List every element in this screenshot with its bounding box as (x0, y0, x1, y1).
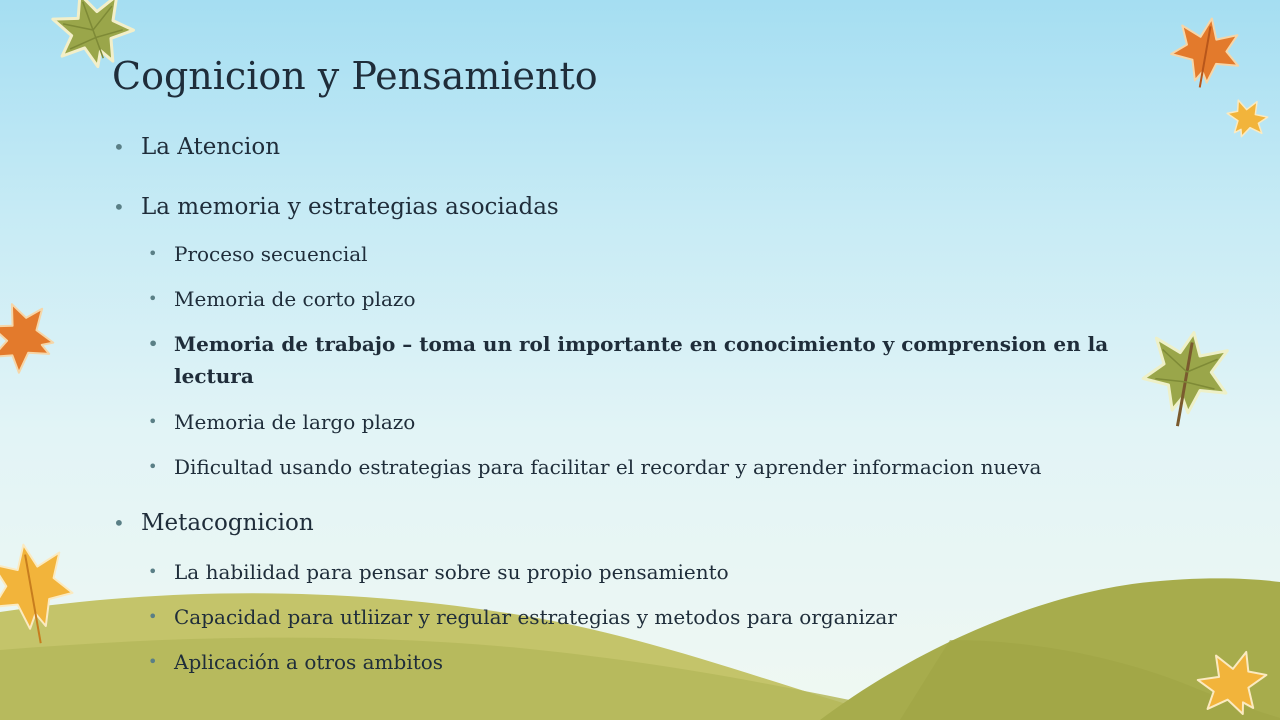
sub-bullet-item (148, 451, 1164, 483)
bullet-icon: • (148, 607, 158, 626)
sub-bullet-item (148, 406, 1164, 438)
bullet-icon: • (113, 511, 125, 535)
sub-bullet-item (148, 283, 1164, 315)
bullet-text: Proceso secuencial (174, 242, 368, 266)
bullet-icon: • (148, 412, 158, 431)
bullet-text: Capacidad para utliizar y regular estrategias y metodos para organizar (174, 605, 897, 629)
bullet-item (113, 134, 281, 160)
bullet-text: Dificultad usando estrategias para facilitar el recordar y aprender informacion nueva (174, 455, 1042, 479)
bullet-text: Memoria de largo plazo (174, 410, 416, 434)
slide-title: Cognicion y Pensamiento (112, 54, 598, 98)
bullet-text: Memoria de trabajo – toma un rol importante en conocimiento y comprension en la lectura (174, 332, 1109, 388)
sub-bullet-item (148, 556, 1164, 588)
bullet-item (113, 510, 314, 536)
sub-bullet-item (148, 601, 1164, 633)
bullet-icon: • (148, 334, 159, 353)
bullet-icon: • (113, 195, 125, 219)
bullet-item (113, 194, 559, 220)
bullet-icon: • (113, 135, 125, 159)
bullet-icon: • (148, 244, 158, 263)
bullet-icon: • (148, 457, 158, 476)
bullet-text: La memoria y estrategias asociadas (141, 194, 559, 220)
bullet-text: Memoria de corto plazo (174, 287, 416, 311)
bullet-icon: • (148, 652, 158, 671)
bullet-icon: • (148, 289, 158, 308)
bullet-text: La Atencion (141, 134, 281, 160)
bullet-icon: • (148, 562, 158, 581)
sub-bullet-item (148, 328, 1164, 392)
bullet-text: Metacognicion (141, 510, 314, 536)
sub-bullet-item (148, 238, 1164, 270)
bullet-text: La habilidad para pensar sobre su propio pensamiento (174, 560, 729, 584)
sub-bullet-item (148, 646, 1164, 678)
bullet-text: Aplicación a otros ambitos (174, 650, 444, 674)
